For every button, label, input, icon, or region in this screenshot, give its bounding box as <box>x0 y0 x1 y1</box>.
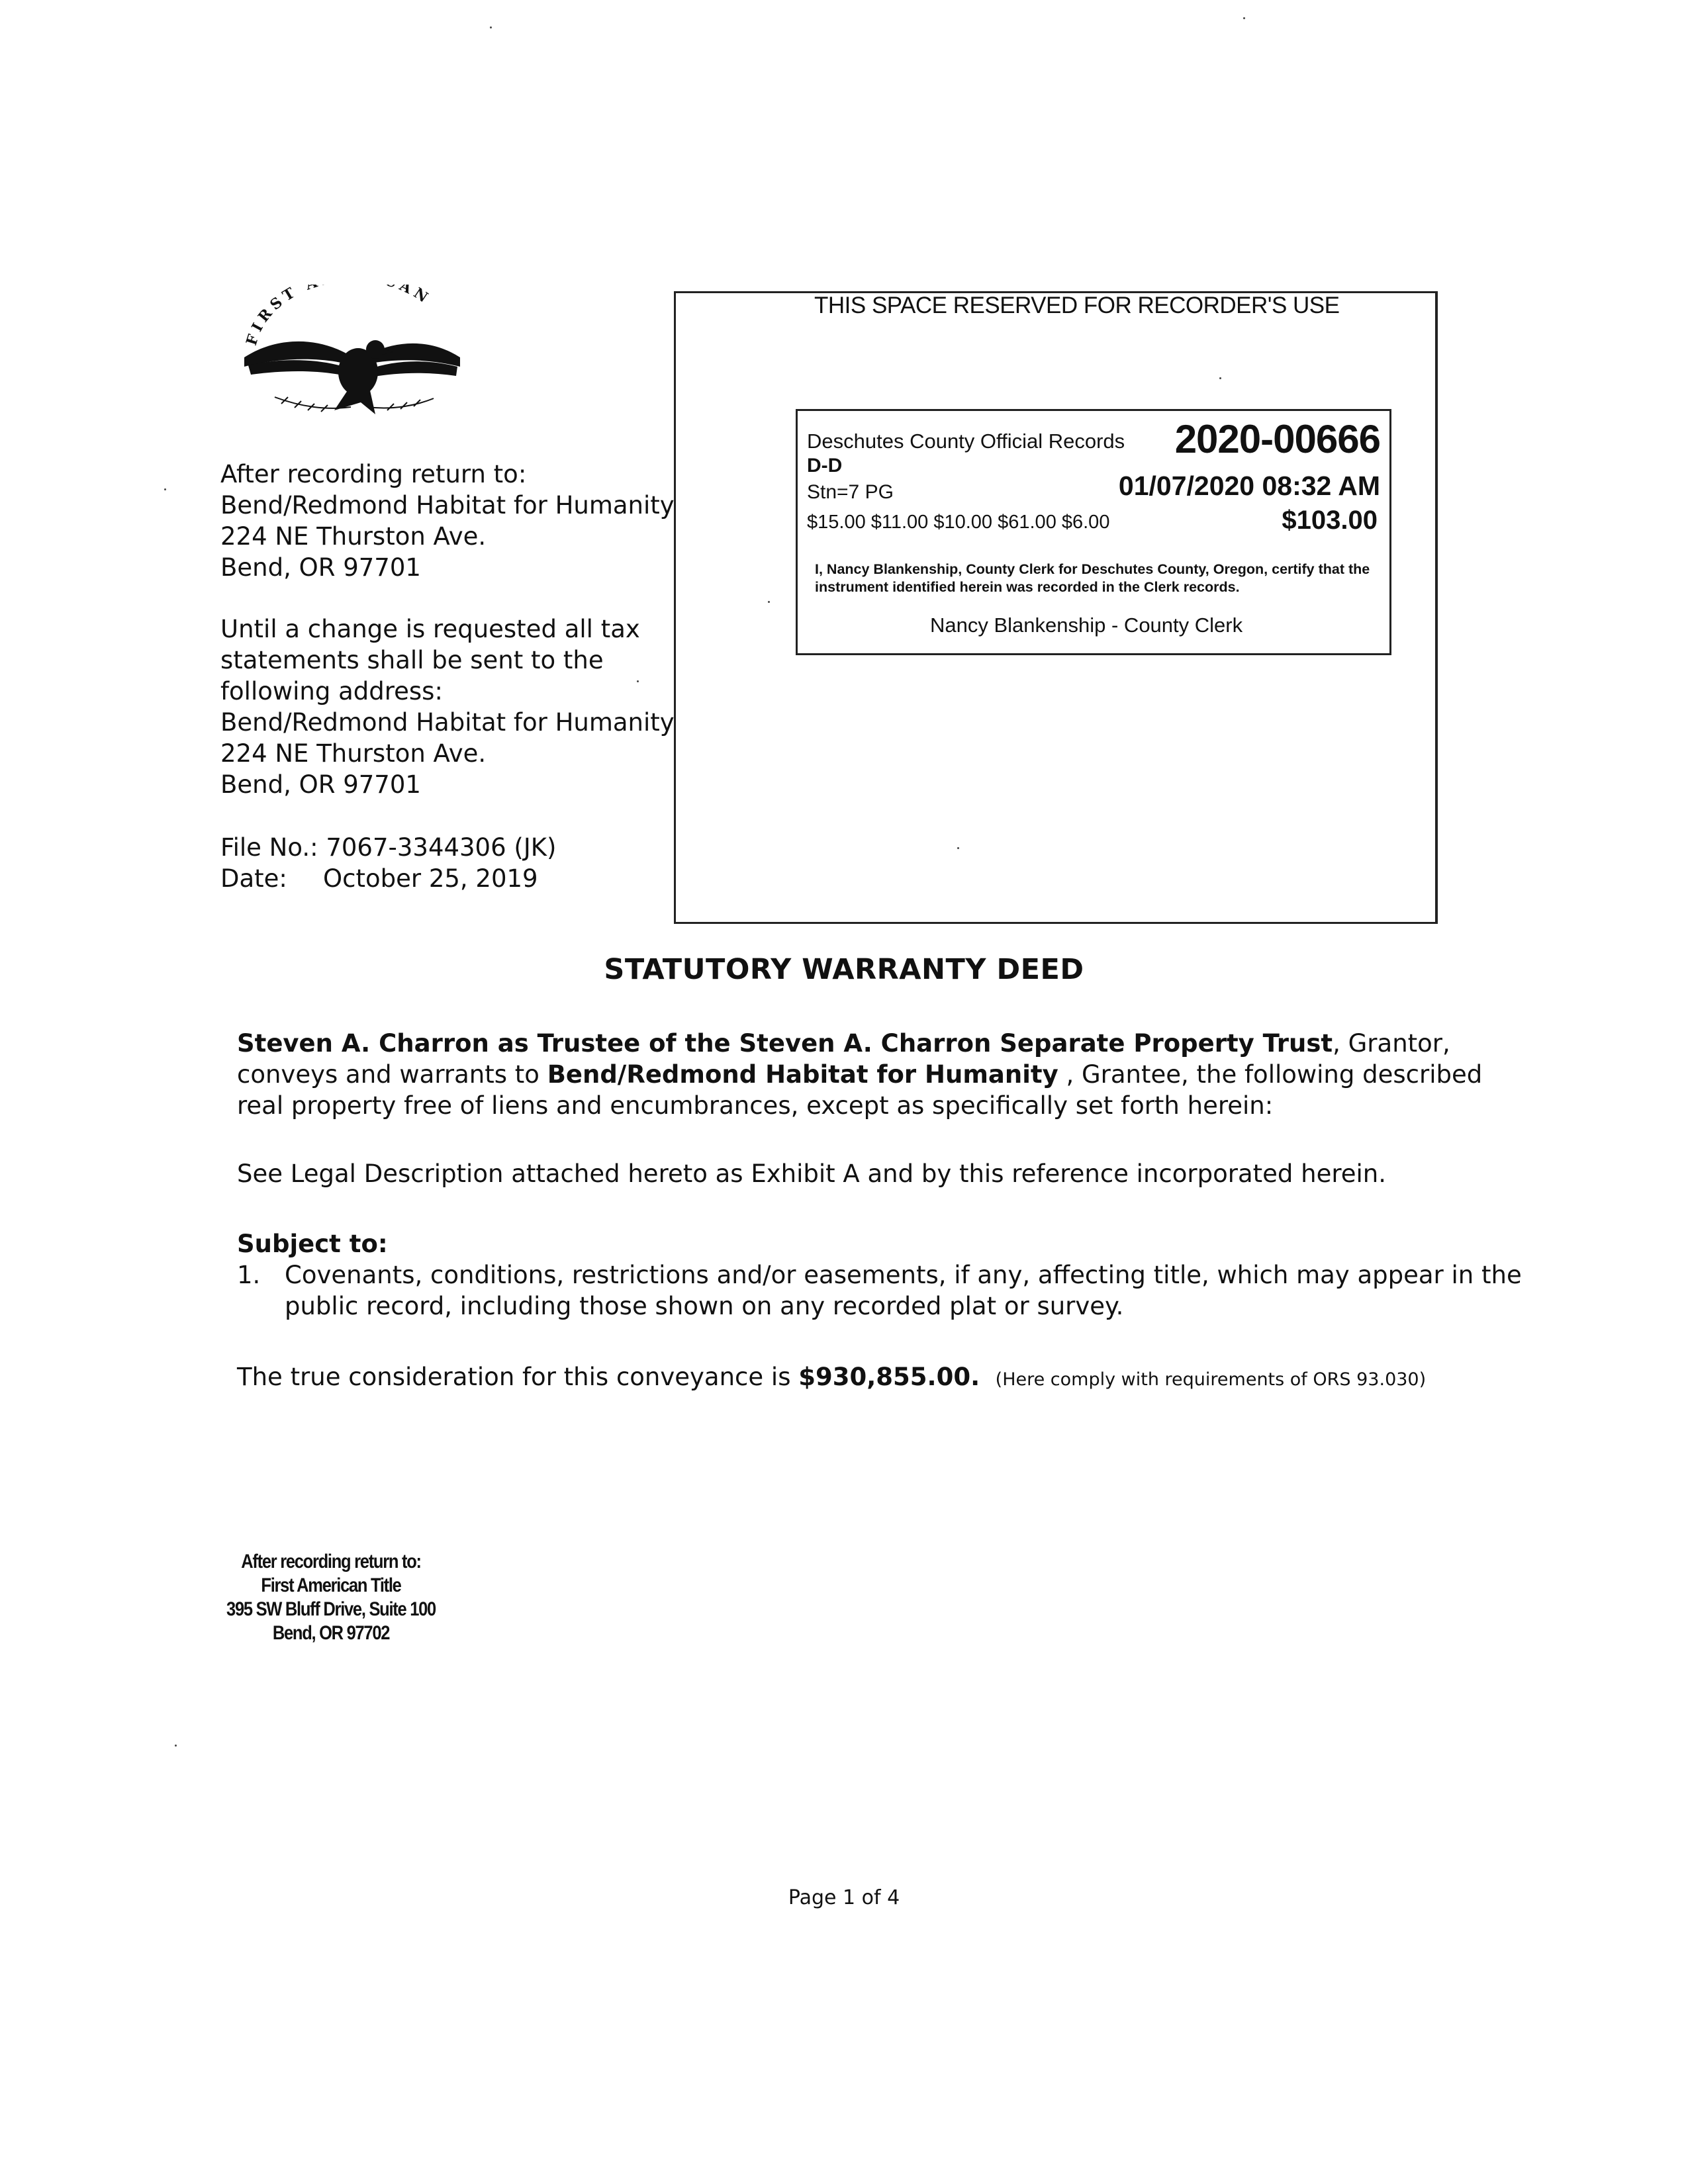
grantor-name: Steven A. Charron as Trustee of the Steven A. Charron Separate Property Trust <box>237 1029 1333 1058</box>
file-info-block <box>220 832 556 894</box>
conveyance-line-3: real property free of liens and encumbrances, except as specifically set forth herein: <box>237 1091 1274 1120</box>
date-value: October 25, 2019 <box>323 864 538 893</box>
date-label: Date: <box>220 864 287 893</box>
return-street: 224 NE Thurston Ave. <box>220 522 487 551</box>
item-1-line-2: public record, including those shown on any recorded plat or survey. <box>285 1292 1124 1320</box>
document-type: D-D <box>807 455 843 477</box>
scan-speck <box>175 1745 177 1747</box>
clerk-signature: Nancy Blankenship - County Clerk <box>930 614 1243 637</box>
scan-speck <box>637 680 639 682</box>
page-number: Page 1 of 4 <box>788 1886 900 1909</box>
document-number: 2020-00666 <box>1174 417 1380 461</box>
clerk-certification: I, Nancy Blankenship, County Clerk for Deschutes County, Oregon, certify that the instrument identified herein was recorded in the Clerk records. <box>815 561 1370 595</box>
file-number-value: 7067-3344306 (JK) <box>326 833 557 862</box>
grantor-suffix: , Grantor, <box>1333 1029 1450 1058</box>
tax-line-2: statements shall be sent to the <box>220 646 604 674</box>
tax-statement-block <box>220 614 675 800</box>
scan-speck <box>1243 17 1245 19</box>
stamp-line-1: After recording return to: <box>241 1551 421 1572</box>
tax-line-1: Until a change is requested all tax <box>220 615 640 643</box>
item-1-line-1 <box>237 1259 1522 1291</box>
scan-speck <box>768 601 770 603</box>
legal-description-line: See Legal Description attached hereto as Exhibit A and by this reference incorporated herein. <box>237 1160 1387 1188</box>
return-city: Bend, OR 97701 <box>220 553 421 582</box>
station: Stn=7 PG <box>807 481 894 503</box>
file-number-row <box>220 832 556 863</box>
stamp-line-4: Bend, OR 97702 <box>272 1622 390 1644</box>
first-american-logo <box>235 285 473 427</box>
logo-arc-text: FIRST AN <box>242 285 435 348</box>
tax-name: Bend/Redmond Habitat for Humanity <box>220 708 675 737</box>
item-1-number: 1. <box>237 1261 261 1289</box>
title-company-return-stamp <box>218 1550 444 1645</box>
conveyance-line-1 <box>237 1028 1482 1059</box>
return-address-block <box>220 459 675 583</box>
grantee-name: Bend/Redmond Habitat for Humanity <box>547 1060 1058 1089</box>
scan-speck <box>957 847 959 849</box>
scan-speck <box>1219 377 1221 379</box>
grantee-suffix: , Grantee, the following described <box>1058 1060 1483 1089</box>
subject-to-label: Subject to: <box>237 1230 388 1258</box>
date-row <box>220 863 556 894</box>
subject-to-item-1 <box>237 1259 1522 1322</box>
tax-street: 224 NE Thurston Ave. <box>220 739 487 768</box>
item-1-text-1: Covenants, conditions, restrictions and/or easements, if any, affecting title, which may appear in the <box>285 1261 1522 1289</box>
tax-city: Bend, OR 97701 <box>220 770 421 799</box>
scan-speck <box>164 488 166 490</box>
conveyance-line-2 <box>237 1059 1482 1090</box>
consideration-amount: $930,855.00. <box>798 1363 980 1391</box>
tax-line-3: following address: <box>220 677 443 705</box>
stamp-line-3: 395 SW Bluff Drive, Suite 100 <box>226 1598 436 1620</box>
consideration-prefix: The true consideration for this conveyance is <box>237 1363 799 1391</box>
svg-text:FIRST AMERICAN <box>243 285 434 347</box>
consideration-line <box>237 1361 1426 1395</box>
eagle-icon <box>235 285 473 427</box>
deed-title: STATUTORY WARRANTY DEED <box>604 953 1084 986</box>
scan-speck <box>490 26 492 28</box>
file-number-label: File No.: <box>220 833 318 862</box>
recorder-header: THIS SPACE RESERVED FOR RECORDER'S USE <box>814 293 1340 318</box>
recorder-office: Deschutes County Official Records <box>807 430 1125 453</box>
recording-fees: $15.00 $11.00 $10.00 $61.00 $6.00 <box>807 512 1110 533</box>
conveyance-paragraph <box>237 1028 1482 1121</box>
recording-total: $103.00 <box>1282 506 1378 535</box>
recording-stamp <box>796 409 1391 655</box>
return-name: Bend/Redmond Habitat for Humanity <box>220 491 675 520</box>
return-label: After recording return to: <box>220 460 527 488</box>
recording-datetime: 01/07/2020 08:32 AM <box>1118 471 1380 501</box>
stamp-line-2: First American Title <box>261 1574 401 1596</box>
conveys-prefix: conveys and warrants to <box>237 1060 547 1089</box>
consideration-note: (Here comply with requirements of ORS 93.030) <box>995 1369 1427 1390</box>
